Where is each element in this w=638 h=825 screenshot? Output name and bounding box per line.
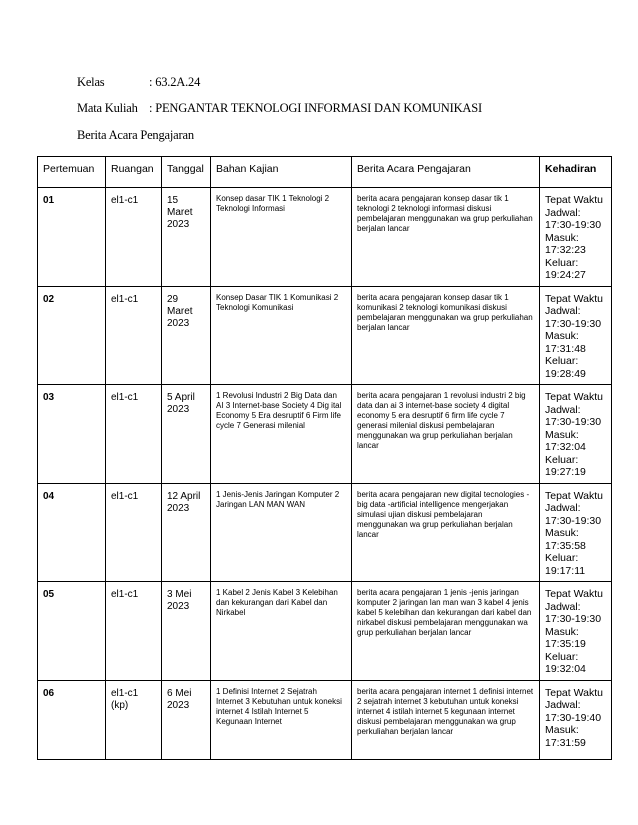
cell-berita-acara: berita acara pengajaran new digital tecnologies -big data -artificial intelligence mengerjakan simulasi ujian diskusi pembelajaran menggunakan wa grup perkuliahan berjalan lancar xyxy=(352,483,540,582)
jadwal-value: 17:30-19:30 xyxy=(545,613,602,625)
cell-ruangan: el1-c1 xyxy=(106,188,162,287)
jadwal-label: Jadwal: xyxy=(545,206,581,219)
masuk-label: Masuk: xyxy=(545,625,579,638)
table-row xyxy=(38,582,612,681)
cell-pertemuan: 03 xyxy=(38,385,106,484)
cell-berita-acara: berita acara pengajaran 1 revolusi industri 2 big data dan ai 3 internet-base society 4 digital economy 5 era desruptif 6 firm life cycle 7 generasi milenial diskusi pembelajaran menggunakan wa grup perkuliahan berjalan lancar xyxy=(352,385,540,484)
masuk-value: 17:31:59 xyxy=(545,736,586,749)
jadwal-value: 17:30-19:30 xyxy=(545,416,602,428)
cell-bahan-kajian: Konsep Dasar TIK 1 Komunikasi 2 Teknologi Komunikasi xyxy=(211,286,352,385)
kehadiran-status: Tepat Waktu xyxy=(545,194,603,206)
jadwal-label: Jadwal: xyxy=(545,699,581,711)
table-row xyxy=(38,385,612,484)
table-row xyxy=(38,188,612,287)
keluar-label: Keluar: xyxy=(545,552,579,564)
cell-kehadiran xyxy=(540,385,612,484)
cell-tanggal: 15 Maret 2023 xyxy=(162,188,211,287)
cell-berita-acara: berita acara pengajaran 1 jenis -jenis jaringan komputer 2 jaringan lan man wan 3 kabel 4 jenis kabel 5 kelebihan dan kekurangan dari kabel dan nirkabel diskusi pembelajaran menggunakan wa grup perkuliahan berjalan lancar xyxy=(352,582,540,681)
cell-pertemuan: 04 xyxy=(38,483,106,582)
masuk-value: 17:31:48 xyxy=(545,342,586,355)
table-body xyxy=(38,188,612,760)
masuk-label: Masuk: xyxy=(545,330,579,342)
cell-bahan-kajian: 1 Revolusi Industri 2 Big Data dan AI 3 Internet-base Society 4 Dig ital Economy 5 Era desruptif 6 Firm life cycle 7 Generasi milenial xyxy=(211,385,352,484)
kehadiran-status: Tepat Waktu xyxy=(545,686,603,699)
table-row xyxy=(38,680,612,759)
table-header-row xyxy=(38,157,612,188)
keluar-value: 19:28:49 xyxy=(545,367,586,380)
col-header-berita-acara: Berita Acara Pengajaran xyxy=(352,157,540,188)
cell-kehadiran xyxy=(540,680,612,759)
masuk-value: 17:35:58 xyxy=(545,539,586,552)
cell-tanggal: 5 April 2023 xyxy=(162,385,211,484)
kehadiran-status: Tepat Waktu xyxy=(545,489,603,502)
masuk-value: 17:32:23 xyxy=(545,244,586,256)
mata-kuliah-label: Mata Kuliah xyxy=(77,101,138,115)
mata-kuliah-row xyxy=(77,101,617,117)
cell-pertemuan: 01 xyxy=(38,188,106,287)
mata-kuliah-value: : PENGANTAR TEKNOLOGI INFORMASI DAN KOMUNIKASI xyxy=(149,101,482,115)
cell-kehadiran xyxy=(540,483,612,582)
masuk-label: Masuk: xyxy=(545,724,579,736)
cell-tanggal: 12 April 2023 xyxy=(162,483,211,582)
jadwal-value: 17:30-19:30 xyxy=(545,219,602,231)
keluar-value: 19:17:11 xyxy=(545,564,586,577)
col-header-pertemuan: Pertemuan xyxy=(38,157,106,188)
cell-ruangan: el1-c1 xyxy=(106,483,162,582)
keluar-label: Keluar: xyxy=(545,650,579,663)
cell-berita-acara: berita acara pengajaran internet 1 definisi internet 2 sejatrah internet 3 kebutuhan untuk koneksi internet 4 istilah internet 5 kegunaan internet diskusi pembelajaran menggunakan wa grup perkuliahan berjalan lancar xyxy=(352,680,540,759)
masuk-value: 17:32:04 xyxy=(545,441,586,453)
cell-ruangan: el1-c1 xyxy=(106,582,162,681)
cell-bahan-kajian: 1 Kabel 2 Jenis Kabel 3 Kelebihan dan kekurangan dari Kabel dan Nirkabel xyxy=(211,582,352,681)
cell-ruangan: el1-c1 xyxy=(106,385,162,484)
cell-bahan-kajian: Konsep dasar TIK 1 Teknologi 2 Teknologi Informasi xyxy=(211,188,352,287)
cell-pertemuan: 06 xyxy=(38,680,106,759)
masuk-value: 17:35:19 xyxy=(545,638,586,650)
jadwal-value: 17:30-19:40 xyxy=(545,711,602,724)
jadwal-label: Jadwal: xyxy=(545,305,581,317)
cell-pertemuan: 02 xyxy=(38,286,106,385)
cell-kehadiran xyxy=(540,188,612,287)
cell-tanggal: 3 Mei 2023 xyxy=(162,582,211,681)
kehadiran-status: Tepat Waktu xyxy=(545,391,603,403)
cell-pertemuan: 05 xyxy=(38,582,106,681)
berita-acara-table xyxy=(37,156,612,760)
cell-berita-acara: berita acara pengajaran konsep dasar tik 1 teknologi 2 teknologi informasi diskusi pembelajaran menggunakan wa grup perkuliahan berjalan lancar xyxy=(352,188,540,287)
keluar-value: 19:27:19 xyxy=(545,466,586,478)
cell-ruangan: el1-c1 xyxy=(106,286,162,385)
jadwal-value: 17:30-19:30 xyxy=(545,514,602,527)
kelas-row xyxy=(77,75,577,91)
cell-tanggal: 29 Maret 2023 xyxy=(162,286,211,385)
jadwal-label: Jadwal: xyxy=(545,502,581,514)
jadwal-label: Jadwal: xyxy=(545,600,581,613)
keluar-value: 19:24:27 xyxy=(545,269,586,281)
jadwal-label: Jadwal: xyxy=(545,403,581,416)
kelas-value: : 63.2A.24 xyxy=(149,75,201,89)
table-row xyxy=(38,286,612,385)
cell-bahan-kajian: 1 Jenis-Jenis Jaringan Komputer 2 Jaringan LAN MAN WAN xyxy=(211,483,352,582)
masuk-label: Masuk: xyxy=(545,428,579,441)
masuk-label: Masuk: xyxy=(545,527,579,539)
keluar-label: Keluar: xyxy=(545,453,579,466)
col-header-kehadiran: Kehadiran xyxy=(540,157,612,188)
cell-kehadiran xyxy=(540,582,612,681)
cell-tanggal: 6 Mei 2023 xyxy=(162,680,211,759)
cell-ruangan: el1-c1 (kp) xyxy=(106,680,162,759)
jadwal-value: 17:30-19:30 xyxy=(545,317,602,330)
col-header-ruangan: Ruangan xyxy=(106,157,162,188)
cell-kehadiran xyxy=(540,286,612,385)
table-row xyxy=(38,483,612,582)
keluar-value: 19:32:04 xyxy=(545,663,586,675)
col-header-tanggal: Tanggal xyxy=(162,157,211,188)
cell-berita-acara: berita acara pengajaran konsep dasar tik 1 komunikasi 2 teknologi komunikasi diskusi pembelajaran menggunakan wa grup perkuliahan berjalan lancar xyxy=(352,286,540,385)
keluar-label: Keluar: xyxy=(545,355,579,367)
section-title: Berita Acara Pengajaran xyxy=(77,128,194,142)
keluar-label: Keluar: xyxy=(545,256,579,269)
kehadiran-status: Tepat Waktu xyxy=(545,588,603,600)
col-header-bahan-kajian: Bahan Kajian xyxy=(211,157,352,188)
masuk-label: Masuk: xyxy=(545,231,579,244)
cell-bahan-kajian: 1 Definisi Internet 2 Sejatrah Internet 3 Kebutuhan untuk koneksi internet 4 Istilah Internet 5 Kegunaan Internet xyxy=(211,680,352,759)
kehadiran-status: Tepat Waktu xyxy=(545,292,603,305)
kelas-label: Kelas xyxy=(77,75,105,89)
